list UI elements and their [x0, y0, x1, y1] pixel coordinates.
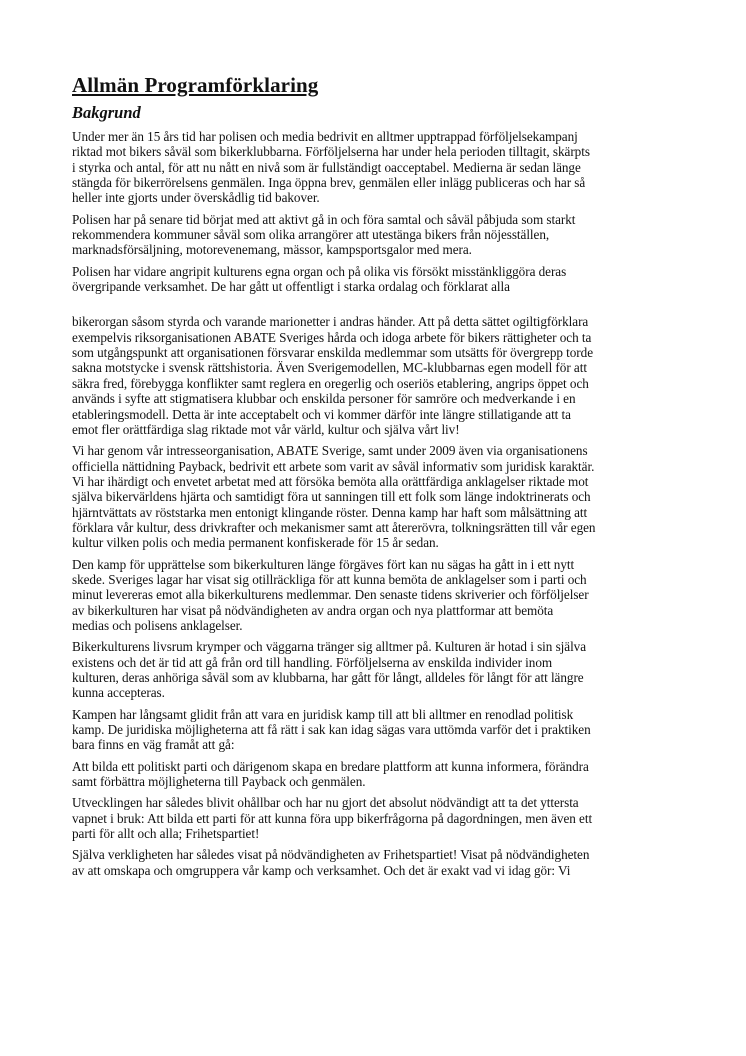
text-line: bara finns en väg framåt att gå: [72, 737, 235, 753]
text-line: används i syfte att stigmatisera klubbar och enskilda personer för samröre och medverkande i en [72, 391, 576, 407]
text-line: Kampen har långsamt glidit från att vara en juridisk kamp till att bli alltmer en renodlad politisk [72, 706, 574, 722]
text-line: officiella nättidning Payback, bedrivit ett arbete som varit av såväl informativ som juridisk karaktär. [72, 458, 595, 474]
text-line: Utvecklingen har således blivit ohållbar och har nu gjort det absolut nödvändigt att ta det yttersta [72, 795, 579, 811]
text-line: hjärntvättats av röststarka men entonigt klingande röster. Denna kamp har haft som målsättning att [72, 504, 588, 520]
text-line: av bikerkulturen har visat på nödvändigheten av andra organ och nya plattformar att bemöta [72, 602, 554, 618]
paragraph [72, 264, 676, 295]
text-line: sakna motstycke i svensk rättshistoria. Även Sverigemodellen, MC-klubbarnas egen modell för att [72, 360, 587, 376]
section-heading: Bakgrund [72, 103, 141, 122]
text-line: exempelvis riksorganisationen ABATE Sveriges hårda och idoga arbete för bikers rättigheter och ta [72, 329, 592, 345]
document-title: Allmän Programförklaring [72, 73, 319, 97]
text-line: av att omskapa och omgruppera vår kamp och verksamhet. Och det är exakt vad vi idag gör: Vi [72, 862, 571, 878]
text-line: övergripande verksamhet. De har gått ut offentligt i starka ordalag och förklarat alla [72, 279, 510, 295]
text-line: Polisen har på senare tid börjat med att aktivt gå in och föra samtal och såväl påbjuda som starkt [72, 211, 576, 227]
text-line: som utgångspunkt att organisationen försvarar enskilda medlemmar som utsätts för övergrepp torde [72, 345, 593, 361]
text-line: existens och det är tid att gå från ord till handling. Förföljelserna av enskilda individer inom [72, 654, 553, 670]
text-line: kamp. De juridiska möjligheterna att få rätt i sak kan idag sägas vara uttömda varför det i praktiken [72, 722, 591, 738]
document-body [72, 129, 676, 878]
text-line: skede. Sveriges lagar har visat sig otillräckliga för att kunna bemöta de anklagelser som i parti och [72, 571, 587, 587]
text-line: marknadsförsäljning, motorevenemang, mässor, kampsportsgalor med mera. [72, 242, 472, 258]
text-line: rekommendera kommuner såväl som olika arrangörer att utestänga bikers från nöjesställen, [72, 227, 550, 243]
text-line: minut levereras emot alla bikerkulturens medlemmar. Den senaste tidens skriverier och förföljelser [72, 587, 589, 603]
text-line: säkra fred, förebygga konflikter samt reglera en oregerlig och oseriös etablering, angrips öppet och [72, 375, 589, 391]
paragraph [72, 212, 676, 258]
document-page [72, 72, 676, 884]
text-line: bikerorgan såsom styrda och varande marionetter i andras händer. Att på detta sättet ogiltigförklara [72, 314, 589, 330]
text-line: medias och polisens anklagelser. [72, 617, 243, 633]
text-line: kulturen, deras anhöriga såväl som av klubbarna, har gått för långt, alldeles för långt för att längre [72, 670, 584, 685]
text-line: Vi har genom vår intresseorganisation, ABATE Sverige, samt under 2009 även via organisationens [72, 443, 588, 459]
text-line: etableringsmodell. Detta är inte acceptabelt och vi kommer därför inte längre stillatigande att ta [72, 406, 571, 422]
text-line: Vi har ihärdigt och envetet arbetat med att försöka bemöta alla orättfärdiga anklagelser riktade mot [72, 473, 589, 489]
text-line: heller inte gjorts under överskådlig tid bakover. [72, 190, 320, 206]
paragraph [72, 314, 676, 437]
text-line: själva bikervärldens hjärta och samtidigt föra ut sanningen till ett folk som länge indoktrinerats och [72, 489, 591, 505]
text-line: parti för allt och alla; Frihetspartiet! [72, 826, 260, 842]
paragraph [72, 795, 676, 841]
text-line: Bikerkulturens livsrum krymper och väggarna tränger sig alltmer på. Kulturen är hotad i sin själva [72, 639, 587, 655]
text-line: samt förbättra möjligheterna till Payback och genmälen. [72, 774, 366, 790]
text-line: förklara vår kultur, dess drivkrafter och mekanismer samt att återerövra, tolkningsrätten till vår egen [72, 519, 596, 535]
text-line: kunna accepteras. [72, 685, 165, 701]
text-line: Den kamp för upprättelse som bikerkulturen länge förgäves fört kan nu sägas ha gått in i ett nytt [72, 556, 575, 572]
paragraph [72, 847, 676, 878]
paragraph [72, 707, 676, 753]
text-line: Själva verkligheten har således visat på nödvändigheten av Frihetspartiet! Visat på nödvändigheten [72, 847, 590, 863]
text-line: vapnet i bruk: Att bilda ett parti för att kunna föra upp bikerfrågorna på dagordningen, men även ett [72, 810, 593, 826]
text-line: riktad mot bikers såväl som bikerklubbarna. Förföljelserna har under hela perioden tilltagit, skärpts [72, 144, 590, 160]
text-line: Polisen har vidare angripit kulturens egna organ och på olika vis försökt misstänkliggöra deras [72, 263, 567, 279]
text-line: Att bilda ett politiskt parti och därigenom skapa en bredare plattform att kunna informera, förändra [72, 758, 589, 774]
paragraph [72, 129, 676, 206]
paragraph [72, 557, 676, 634]
text-line: stängda för bikerrörelsens genmälen. Inga öppna brev, genmälen eller inlägg publiceras och har så [72, 175, 586, 191]
paragraph [72, 639, 676, 700]
text-line: Under mer än 15 års tid har polisen och media bedrivit en alltmer upptrappad förföljelsekampanj [72, 129, 578, 144]
text-line: kultur vilken polis och media permanent konfiskerade för 15 år sedan. [72, 535, 439, 551]
paragraph [72, 443, 676, 550]
text-line: i styrka och antal, för att nu nått en nivå som är fullständigt oacceptabel. Medierna är sedan länge [72, 159, 581, 175]
text-line: emot fler orättfärdiga slag riktade mot vår värld, kultur och själva vårt liv! [72, 421, 460, 437]
paragraph [72, 759, 676, 790]
